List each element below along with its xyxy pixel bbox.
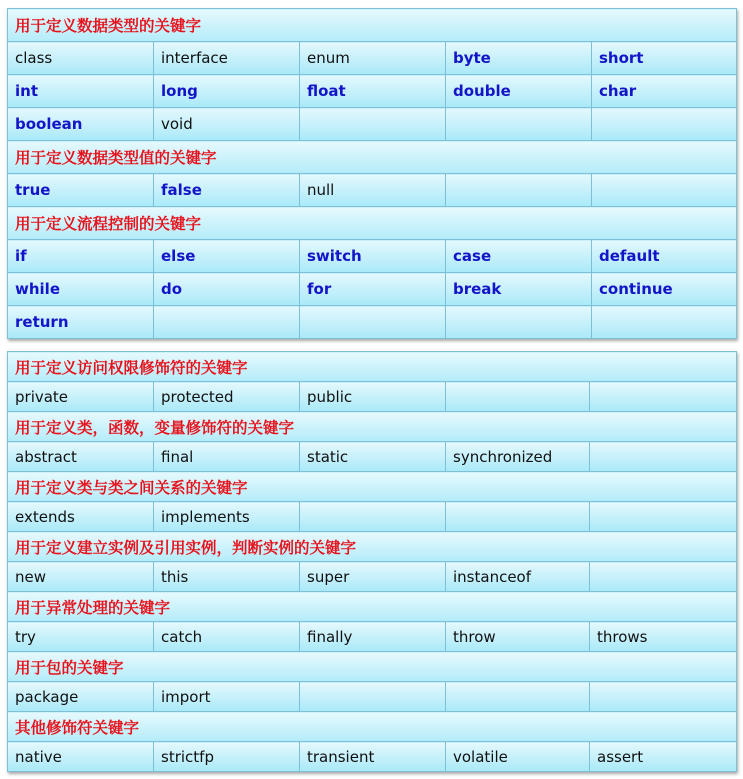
section-title: 用于定义数据类型的关键字	[8, 9, 737, 42]
empty-cell	[446, 174, 592, 207]
empty-cell	[446, 306, 592, 339]
keyword-cell: char	[592, 75, 737, 108]
keyword-row	[8, 306, 737, 339]
keyword-row	[8, 682, 737, 712]
keyword-cell: import	[154, 682, 300, 712]
keyword-cell: case	[446, 240, 592, 273]
section-title: 用于定义建立实例及引用实例，判断实例的关键字	[8, 532, 737, 562]
empty-cell	[592, 108, 737, 141]
keyword-cell: transient	[300, 742, 446, 772]
empty-cell	[590, 502, 737, 532]
keyword-cell: finally	[300, 622, 446, 652]
keyword-row	[8, 442, 737, 472]
empty-cell	[446, 502, 590, 532]
keyword-cell: native	[8, 742, 154, 772]
keyword-cell: double	[446, 75, 592, 108]
section-header-row	[8, 9, 737, 42]
empty-cell	[300, 306, 446, 339]
section-header-row	[8, 712, 737, 742]
empty-cell	[300, 682, 446, 712]
keyword-cell: throw	[446, 622, 590, 652]
keyword-cell: static	[300, 442, 446, 472]
empty-cell	[446, 382, 590, 412]
keyword-cell: break	[446, 273, 592, 306]
empty-cell	[300, 502, 446, 532]
keyword-row	[8, 742, 737, 772]
keyword-cell: continue	[592, 273, 737, 306]
keyword-cell: for	[300, 273, 446, 306]
keyword-cell: int	[8, 75, 154, 108]
keyword-cell: try	[8, 622, 154, 652]
empty-cell	[300, 108, 446, 141]
keyword-cell: boolean	[8, 108, 154, 141]
keyword-cell: float	[300, 75, 446, 108]
keyword-cell: enum	[300, 42, 446, 75]
keyword-cell: interface	[154, 42, 300, 75]
empty-cell	[590, 442, 737, 472]
empty-cell	[590, 682, 737, 712]
empty-cell	[154, 306, 300, 339]
keyword-cell: if	[8, 240, 154, 273]
keyword-cell: return	[8, 306, 154, 339]
section-header-row	[8, 652, 737, 682]
keyword-table-primary	[7, 8, 737, 339]
keyword-cell: class	[8, 42, 154, 75]
keyword-cell: short	[592, 42, 737, 75]
keyword-cell: byte	[446, 42, 592, 75]
keyword-cell: volatile	[446, 742, 590, 772]
section-header-row	[8, 532, 737, 562]
section-title: 用于定义数据类型值的关键字	[8, 141, 737, 174]
section-title: 用于定义访问权限修饰符的关键字	[8, 352, 737, 382]
keyword-cell: package	[8, 682, 154, 712]
empty-cell	[592, 306, 737, 339]
section-header-row	[8, 141, 737, 174]
keyword-cell: do	[154, 273, 300, 306]
section-title: 用于定义流程控制的关键字	[8, 207, 737, 240]
keyword-cell: long	[154, 75, 300, 108]
keyword-cell: null	[300, 174, 446, 207]
keyword-row	[8, 240, 737, 273]
section-title: 用于定义类与类之间关系的关键字	[8, 472, 737, 502]
empty-cell	[446, 108, 592, 141]
keyword-row	[8, 622, 737, 652]
keyword-cell: strictfp	[154, 742, 300, 772]
keyword-table-secondary	[7, 351, 737, 772]
keyword-cell: default	[592, 240, 737, 273]
section-header-row	[8, 412, 737, 442]
keyword-cell: extends	[8, 502, 154, 532]
keyword-cell: implements	[154, 502, 300, 532]
keyword-row	[8, 174, 737, 207]
keyword-cell: instanceof	[446, 562, 590, 592]
keyword-row	[8, 382, 737, 412]
empty-cell	[590, 562, 737, 592]
section-header-row	[8, 472, 737, 502]
section-title: 用于定义类，函数，变量修饰符的关键字	[8, 412, 737, 442]
keyword-cell: public	[300, 382, 446, 412]
keyword-cell: assert	[590, 742, 737, 772]
keyword-cell: switch	[300, 240, 446, 273]
keyword-cell: new	[8, 562, 154, 592]
keyword-cell: final	[154, 442, 300, 472]
keyword-cell: protected	[154, 382, 300, 412]
keyword-cell: private	[8, 382, 154, 412]
section-header-row	[8, 592, 737, 622]
keyword-table-secondary-body	[8, 352, 737, 772]
keyword-cell: void	[154, 108, 300, 141]
keyword-cell: catch	[154, 622, 300, 652]
keyword-cell: else	[154, 240, 300, 273]
empty-cell	[592, 174, 737, 207]
keyword-cell: false	[154, 174, 300, 207]
keyword-cell: abstract	[8, 442, 154, 472]
keyword-row	[8, 562, 737, 592]
keyword-row	[8, 108, 737, 141]
keyword-cell: super	[300, 562, 446, 592]
empty-cell	[590, 382, 737, 412]
keyword-row	[8, 273, 737, 306]
section-title: 其他修饰符关键字	[8, 712, 737, 742]
section-title: 用于包的关键字	[8, 652, 737, 682]
keyword-row	[8, 42, 737, 75]
section-header-row	[8, 352, 737, 382]
section-title: 用于异常处理的关键字	[8, 592, 737, 622]
section-header-row	[8, 207, 737, 240]
keyword-table-primary-body	[8, 9, 737, 339]
keyword-cell: while	[8, 273, 154, 306]
keyword-cell: synchronized	[446, 442, 590, 472]
keyword-row	[8, 75, 737, 108]
empty-cell	[446, 682, 590, 712]
keyword-cell: throws	[590, 622, 737, 652]
keyword-cell: true	[8, 174, 154, 207]
keyword-cell: this	[154, 562, 300, 592]
keyword-row	[8, 502, 737, 532]
